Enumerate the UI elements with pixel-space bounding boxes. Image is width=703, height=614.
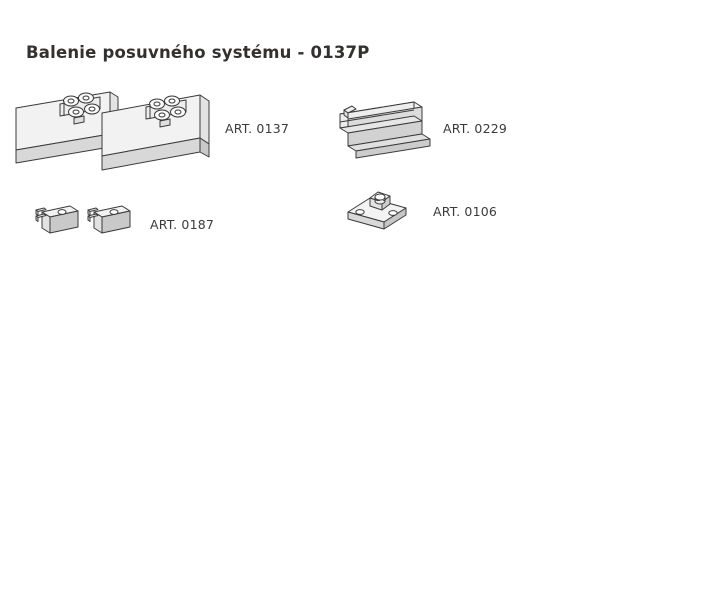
part-illustration-0229: [336, 100, 432, 170]
part-illustration-0137: [14, 88, 214, 178]
floor-guide-plate-icon: [344, 188, 410, 236]
sliding-rail-with-rollers-icon: [14, 88, 214, 178]
part-label-0187: ART. 0187: [150, 217, 215, 232]
part-label-0229: ART. 0229: [443, 121, 508, 136]
page-title: Balenie posuvného systému - 0137P: [26, 43, 370, 62]
part-label-0106: ART. 0106: [433, 204, 498, 219]
part-label-0137: ART. 0137: [225, 121, 290, 136]
part-illustration-0106: [344, 188, 410, 236]
part-illustration-0187: [34, 198, 138, 244]
u-channel-bracket-icon: [336, 100, 432, 170]
end-stop-pair-icon: [34, 198, 138, 244]
